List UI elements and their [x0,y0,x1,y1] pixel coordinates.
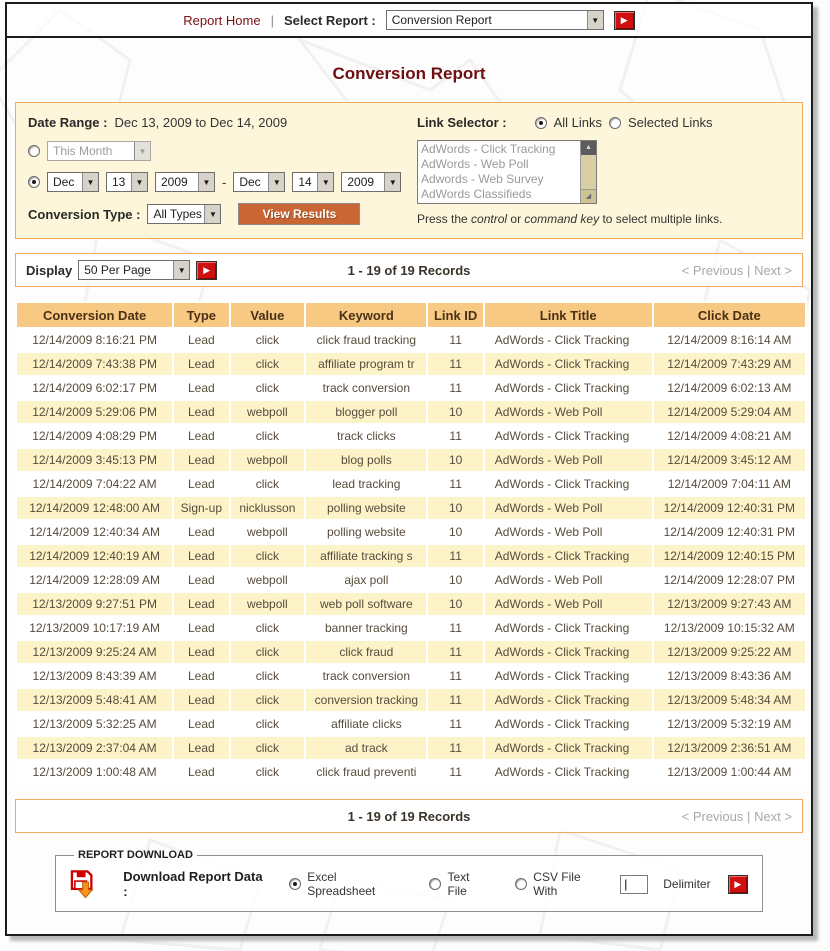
table-row [17,641,805,663]
column-header: Conversion Date [17,303,172,327]
table-cell: 12/13/2009 9:27:43 AM [654,593,805,615]
next-link[interactable]: Next > [754,262,792,278]
table-cell: Lead [174,593,228,615]
table-cell: 12/14/2009 7:43:29 AM [654,353,805,375]
table-row [17,425,805,447]
table-cell: 12/13/2009 2:36:51 AM [654,737,805,759]
to-day-select[interactable] [292,172,334,192]
download-disk-icon [70,869,96,899]
table-cell: 11 [428,545,482,567]
table-cell: ad track [306,737,426,759]
per-page-select[interactable] [78,260,190,280]
table-row [17,329,805,351]
table-cell: 12/14/2009 7:04:11 AM [654,473,805,495]
pager-nav [682,263,792,278]
download-go-button[interactable]: ▶ [728,875,748,894]
table-cell: 12/14/2009 6:02:17 PM [17,377,172,399]
table-cell: click [231,713,305,735]
chevron-down-icon[interactable]: ▼ [317,173,333,191]
table-row [17,401,805,423]
table-cell: 12/14/2009 6:02:13 AM [654,377,805,399]
table-cell: 10 [428,497,482,519]
table-cell: 11 [428,689,482,711]
listbox-scrollbar[interactable] [580,141,596,203]
display-label: Display [26,262,73,278]
table-cell: AdWords - Web Poll [485,401,652,423]
date-range-label: Date Range : [28,115,108,130]
table-row [17,545,805,567]
table-cell: click [231,617,305,639]
links-listbox[interactable] [417,140,597,204]
table-cell: AdWords - Click Tracking [485,425,652,447]
table-cell: AdWords - Click Tracking [485,737,652,759]
table-cell: Lead [174,665,228,687]
selected-links-radio[interactable] [609,117,621,129]
chevron-down-icon[interactable]: ▼ [131,173,147,191]
table-cell: webpoll [231,449,305,471]
report-window [5,2,813,936]
table-cell: polling website [306,497,426,519]
report-download-section [55,849,763,912]
pager-nav [682,809,792,824]
table-cell: 12/14/2009 12:40:34 AM [17,521,172,543]
table-cell: Lead [174,545,228,567]
chevron-down-icon[interactable]: ▼ [173,261,189,279]
table-cell: Lead [174,569,228,591]
excel-radio[interactable] [289,878,301,890]
report-select[interactable] [386,10,604,30]
chevron-down-icon[interactable]: ▼ [384,173,400,191]
table-row [17,761,805,783]
table-cell: click [231,641,305,663]
table-cell: 12/13/2009 9:25:22 AM [654,641,805,663]
table-cell: ajax poll [306,569,426,591]
table-cell: affiliate program tr [306,353,426,375]
table-cell: click fraud [306,641,426,663]
table-cell: 11 [428,641,482,663]
text-file-radio[interactable] [429,878,441,890]
table-cell: 12/13/2009 5:32:19 AM [654,713,805,735]
table-cell: AdWords - Click Tracking [485,329,652,351]
table-cell: Lead [174,353,228,375]
all-links-radio[interactable] [535,117,547,129]
table-cell: AdWords - Web Poll [485,593,652,615]
table-cell: click [231,473,305,495]
range-dash: - [222,174,227,190]
table-row [17,353,805,375]
table-cell: 12/14/2009 7:43:38 PM [17,353,172,375]
table-cell: track conversion [306,377,426,399]
table-cell: 12/14/2009 3:45:13 PM [17,449,172,471]
table-cell: 12/13/2009 8:43:39 AM [17,665,172,687]
table-cell: 12/13/2009 1:00:44 AM [654,761,805,783]
text-file-option-label: Text File [447,870,470,898]
table-cell: AdWords - Click Tracking [485,689,652,711]
previous-link[interactable]: < Previous [681,808,744,824]
column-header: Link Title [485,303,652,327]
table-row [17,569,805,591]
table-cell: Lead [174,737,228,759]
table-cell: AdWords - Web Poll [485,521,652,543]
table-cell: Lead [174,689,228,711]
from-year-select[interactable] [155,172,215,192]
table-cell: 12/13/2009 9:25:24 AM [17,641,172,663]
chevron-down-icon[interactable]: ▼ [268,173,284,191]
report-select-value: Conversion Report [391,13,492,27]
scroll-up-icon[interactable]: ▲ [581,141,596,155]
delimiter-input[interactable] [620,875,648,894]
pagination-bar-bottom [15,799,803,833]
table-cell: click [231,665,305,687]
table-cell: 11 [428,665,482,687]
table-cell: 12/14/2009 12:40:19 AM [17,545,172,567]
link-option[interactable]: AdWords - Click Tracking [421,142,556,156]
table-row [17,377,805,399]
links-list [418,141,580,203]
table-cell: 10 [428,593,482,615]
multi-select-hint: Press the control or command key to select multiple links. [417,212,723,226]
to-month-value: Dec [239,175,261,189]
pager-separator: | [747,262,751,278]
per-page-value: 50 Per Page [84,263,151,277]
table-cell: AdWords - Click Tracking [485,761,652,783]
table-cell: 12/13/2009 5:48:34 AM [654,689,805,711]
column-header: Value [231,303,305,327]
table-cell: conversion tracking [306,689,426,711]
csv-option-label: CSV File With [533,870,581,898]
table-cell: click [231,545,305,567]
table-row [17,617,805,639]
table-cell: Lead [174,521,228,543]
table-cell: 11 [428,425,482,447]
from-year-value: 2009 [161,175,188,189]
conversion-type-value: All Types [153,207,202,221]
table-cell: click fraud tracking [306,329,426,351]
column-header: Keyword [306,303,426,327]
table-cell: click [231,329,305,351]
excel-option-label: Excel Spreadsheet [307,870,376,898]
table-cell: webpoll [231,593,305,615]
table-cell: AdWords - Click Tracking [485,665,652,687]
delimiter-label: Delimiter [663,877,711,891]
table-cell: AdWords - Web Poll [485,449,652,471]
from-day-value: 13 [112,175,126,189]
table-cell: 12/14/2009 4:08:21 AM [654,425,805,447]
from-month-select[interactable] [47,172,99,192]
to-year-select[interactable] [341,172,401,192]
table-cell: AdWords - Click Tracking [485,545,652,567]
chevron-down-icon[interactable]: ▼ [204,205,220,223]
table-cell: 11 [428,737,482,759]
table-cell: Lead [174,329,228,351]
table-cell: click [231,689,305,711]
table-cell: click [231,425,305,447]
table-row [17,497,805,519]
table-cell: 12/14/2009 12:40:31 PM [654,497,805,519]
link-option[interactable]: AdWords Classifieds [421,187,532,201]
table-cell: Lead [174,641,228,663]
select-report-label: Select Report : [283,12,376,28]
conversion-type-select[interactable] [147,204,221,224]
csv-radio[interactable] [515,878,527,890]
pager-separator: | [747,808,751,824]
to-day-value: 14 [298,175,312,189]
table-cell: 11 [428,713,482,735]
apply-per-page-button[interactable]: ▶ [196,261,217,280]
table-cell: polling website [306,521,426,543]
link-selector-section [409,113,790,226]
table-cell: AdWords - Click Tracking [485,617,652,639]
table-cell: 12/14/2009 12:40:31 PM [654,521,805,543]
table-row [17,521,805,543]
table-cell: 11 [428,473,482,495]
table-cell: Lead [174,713,228,735]
table-cell: affiliate clicks [306,713,426,735]
table-row [17,689,805,711]
table-cell: 12/13/2009 5:48:41 AM [17,689,172,711]
table-cell: nicklusson [231,497,305,519]
table-cell: webpoll [231,401,305,423]
table-cell: 10 [428,401,482,423]
table-cell: AdWords - Click Tracking [485,641,652,663]
to-year-value: 2009 [347,175,375,189]
table-cell: 12/14/2009 12:28:07 PM [654,569,805,591]
table-cell: AdWords - Web Poll [485,569,652,591]
table-cell: Lead [174,401,228,423]
table-cell: Sign-up [174,497,228,519]
table-cell: lead tracking [306,473,426,495]
table-cell: 11 [428,617,482,639]
table-row [17,665,805,687]
table-cell: click [231,353,305,375]
separator: | [270,12,274,28]
conversion-table [15,301,807,785]
table-cell: 11 [428,761,482,783]
table-cell: 12/14/2009 3:45:12 AM [654,449,805,471]
table-cell: webpoll [231,569,305,591]
table-cell: 12/13/2009 1:00:48 AM [17,761,172,783]
table-cell: affiliate tracking s [306,545,426,567]
table-cell: track conversion [306,665,426,687]
table-cell: 12/14/2009 5:29:04 AM [654,401,805,423]
table-cell: 12/13/2009 8:43:36 AM [654,665,805,687]
table-cell: 12/14/2009 12:28:09 AM [17,569,172,591]
link-option[interactable]: AdWords - Web Poll [421,157,529,171]
table-cell: 12/14/2009 12:48:00 AM [17,497,172,519]
table-cell: Lead [174,617,228,639]
pagination-bar-top [15,253,803,287]
table-cell: 12/14/2009 7:04:22 AM [17,473,172,495]
date-range-value: Dec 13, 2009 to Dec 14, 2009 [114,115,288,130]
table-cell: Lead [174,473,228,495]
download-report-label: Download Report Data : [123,869,263,899]
selected-links-label: Selected Links [628,115,713,130]
table-cell: AdWords - Click Tracking [485,353,652,375]
table-cell: AdWords - Click Tracking [485,473,652,495]
table-cell: AdWords - Click Tracking [485,377,652,399]
chevron-down-icon[interactable]: ▼ [198,173,214,191]
go-report-button[interactable]: ▶ [614,11,635,30]
from-day-select[interactable] [106,172,148,192]
filters-panel [15,102,803,239]
table-cell: 10 [428,449,482,471]
link-selector-label: Link Selector : [417,115,507,130]
records-count: 1 - 19 of 19 Records [347,262,471,278]
preset-range-radio[interactable] [28,145,40,157]
table-cell: 12/13/2009 5:32:25 AM [17,713,172,735]
date-filters [28,113,409,226]
table-cell: 12/13/2009 10:17:19 AM [17,617,172,639]
table-cell: click fraud preventi [306,761,426,783]
table-cell: 12/14/2009 8:16:21 PM [17,329,172,351]
table-cell: 11 [428,377,482,399]
link-option[interactable]: Adwords - Web Survey [421,172,544,186]
records-count: 1 - 19 of 19 Records [347,808,471,824]
table-cell: blog polls [306,449,426,471]
page-title: Conversion Report [332,64,486,83]
table-row [17,593,805,615]
top-bar [7,4,811,38]
table-row [17,713,805,735]
table-cell: click [231,761,305,783]
from-month-value: Dec [53,175,75,189]
report-home-link[interactable]: Report Home [183,12,261,28]
column-header: Type [174,303,228,327]
to-month-select[interactable] [233,172,285,192]
chevron-down-icon[interactable]: ▼ [82,173,98,191]
table-row [17,449,805,471]
next-link[interactable]: Next > [754,808,792,824]
previous-link[interactable]: < Previous [681,262,744,278]
preset-range-value: This Month [53,144,113,158]
column-header: Click Date [654,303,805,327]
table-cell: track clicks [306,425,426,447]
table-row [17,737,805,759]
table-cell: web poll software [306,593,426,615]
table-cell: AdWords - Click Tracking [485,713,652,735]
table-cell: 12/14/2009 8:16:14 AM [654,329,805,351]
chevron-down-icon[interactable]: ▼ [587,11,603,29]
preset-range-select [47,141,151,161]
table-cell: 12/13/2009 2:37:04 AM [17,737,172,759]
table-cell: 10 [428,521,482,543]
table-cell: Lead [174,449,228,471]
table-cell: 10 [428,569,482,591]
table-cell: 12/14/2009 12:40:15 PM [654,545,805,567]
table-cell: click [231,377,305,399]
chevron-down-icon: ▼ [134,142,150,160]
table-cell: 11 [428,329,482,351]
table-cell: webpoll [231,521,305,543]
table-cell: 12/14/2009 5:29:06 PM [17,401,172,423]
table-cell: 12/13/2009 9:27:51 PM [17,593,172,615]
table-cell: blogger poll [306,401,426,423]
table-cell: banner tracking [306,617,426,639]
column-header: Link ID [428,303,482,327]
table-cell: 11 [428,353,482,375]
table-cell: click [231,737,305,759]
conversion-type-label: Conversion Type : [28,206,141,222]
table-row [17,473,805,495]
table-cell: 12/14/2009 4:08:29 PM [17,425,172,447]
table-cell: Lead [174,761,228,783]
scroll-down-icon[interactable]: ◢ [581,189,596,203]
table-cell: AdWords - Web Poll [485,497,652,519]
report-download-legend: REPORT DOWNLOAD [78,849,193,861]
view-results-button[interactable]: View Results [238,203,360,225]
table-cell: Lead [174,377,228,399]
custom-range-radio[interactable] [28,176,40,188]
table-header-row [17,303,805,327]
table-cell: 12/13/2009 10:15:32 AM [654,617,805,639]
table-cell: Lead [174,425,228,447]
all-links-label: All Links [553,115,602,130]
